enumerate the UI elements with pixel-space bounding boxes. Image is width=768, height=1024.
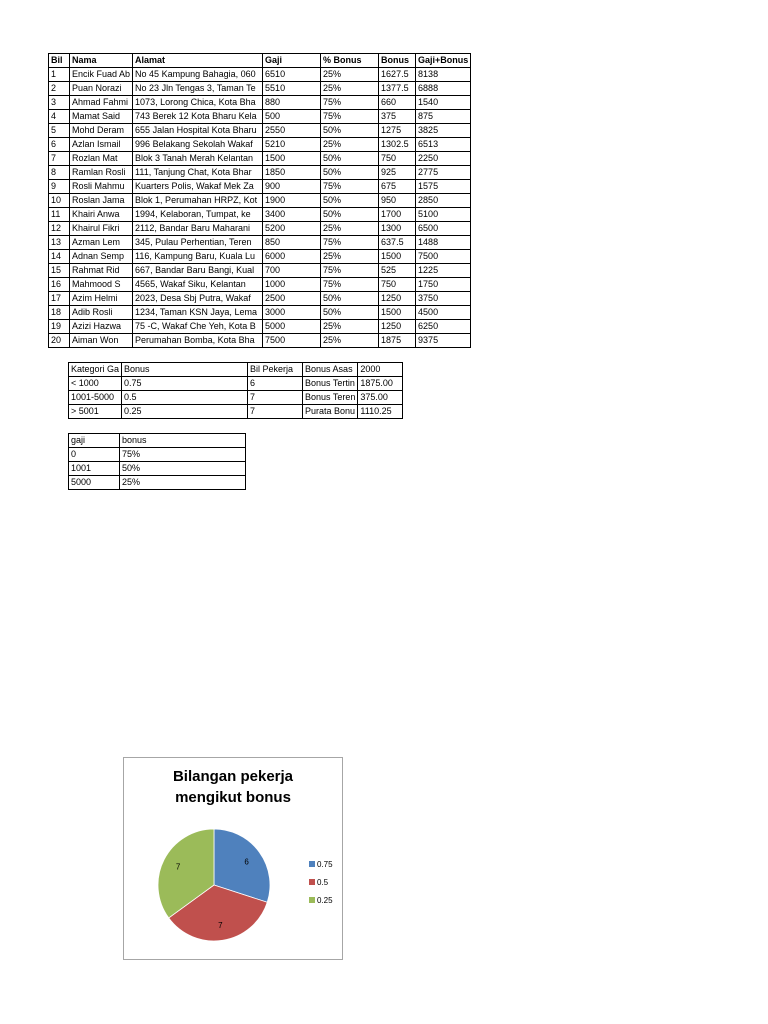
data-label: 6	[244, 857, 249, 867]
table-cell[interactable]: 6888	[416, 82, 471, 96]
table-cell[interactable]: bonus	[120, 434, 246, 448]
table-row	[49, 236, 471, 250]
header-cell[interactable]: Nama	[70, 54, 133, 68]
table-cell[interactable]: 11	[49, 208, 70, 222]
table-cell[interactable]: 700	[263, 264, 321, 278]
legend-swatch	[309, 879, 315, 885]
table-cell[interactable]: 75%	[321, 264, 379, 278]
table-cell[interactable]: Blok 3 Tanah Merah Kelantan	[133, 152, 263, 166]
table-cell[interactable]: 3750	[416, 292, 471, 306]
table-cell[interactable]: gaji	[69, 434, 120, 448]
table-row	[69, 476, 246, 490]
table-cell[interactable]: 6000	[263, 250, 321, 264]
table-cell[interactable]: 116, Kampung Baru, Kuala Lu	[133, 250, 263, 264]
table-row	[49, 194, 471, 208]
table-cell[interactable]: 1	[49, 68, 70, 82]
table-cell[interactable]: 5000	[263, 320, 321, 334]
header-cell[interactable]: Gaji+Bonus	[416, 54, 471, 68]
table-header-row	[69, 434, 246, 448]
table-cell[interactable]: 637.5	[379, 236, 416, 250]
table-cell[interactable]: 2000	[358, 363, 403, 377]
table-cell[interactable]: 750	[379, 278, 416, 292]
table-cell[interactable]: 3400	[263, 208, 321, 222]
table-cell[interactable]: 50%	[321, 152, 379, 166]
table-cell[interactable]: 850	[263, 236, 321, 250]
table-cell[interactable]: 375	[379, 110, 416, 124]
table-cell[interactable]: 25%	[321, 82, 379, 96]
table-cell[interactable]: 8138	[416, 68, 471, 82]
table-cell[interactable]: 6513	[416, 138, 471, 152]
table-cell[interactable]: 660	[379, 96, 416, 110]
table-cell[interactable]: Rosli Mahmu	[70, 180, 133, 194]
table-row	[69, 405, 403, 419]
table-cell[interactable]: 2850	[416, 194, 471, 208]
table-cell[interactable]: Kuarters Polis, Wakaf Mek Za	[133, 180, 263, 194]
table-cell[interactable]: 25%	[120, 476, 246, 490]
table-row	[49, 222, 471, 236]
table-cell[interactable]: 7500	[416, 250, 471, 264]
table-cell[interactable]: 743 Berek 12 Kota Bharu Kela	[133, 110, 263, 124]
table-cell[interactable]: 25%	[321, 320, 379, 334]
legend-label: 0.25	[317, 896, 333, 905]
table-cell[interactable]: 525	[379, 264, 416, 278]
table-cell[interactable]: 7	[248, 391, 303, 405]
table-row	[49, 306, 471, 320]
table-cell[interactable]: < 1000	[69, 377, 122, 391]
table-cell[interactable]: 1875.00	[358, 377, 403, 391]
table-cell[interactable]: Adib Rosli	[70, 306, 133, 320]
table-row	[49, 208, 471, 222]
table-cell[interactable]: No 45 Kampung Bahagia, 060	[133, 68, 263, 82]
table-cell[interactable]: 1700	[379, 208, 416, 222]
pie-chart[interactable]	[123, 757, 343, 960]
employee-table	[48, 53, 471, 348]
table-cell[interactable]: 16	[49, 278, 70, 292]
table-cell[interactable]: 1488	[416, 236, 471, 250]
table-cell[interactable]: 50%	[321, 292, 379, 306]
table-cell[interactable]: 1302.5	[379, 138, 416, 152]
data-label: 7	[218, 920, 223, 930]
table-row	[49, 180, 471, 194]
table-cell[interactable]: 1234, Taman KSN Jaya, Lema	[133, 306, 263, 320]
table-cell[interactable]: 8	[49, 166, 70, 180]
table-cell[interactable]: 75%	[321, 278, 379, 292]
table-cell[interactable]: Khairi Anwa	[70, 208, 133, 222]
table-cell[interactable]: Azman Lem	[70, 236, 133, 250]
header-cell[interactable]: Alamat	[133, 54, 263, 68]
table-cell[interactable]: 0.5	[122, 391, 248, 405]
table-cell[interactable]: Azlan Ismail	[70, 138, 133, 152]
table-cell[interactable]: 675	[379, 180, 416, 194]
table-cell[interactable]: 2250	[416, 152, 471, 166]
table-cell[interactable]: Puan Norazi	[70, 82, 133, 96]
table-cell[interactable]: 2112, Bandar Baru Maharani	[133, 222, 263, 236]
pie-chart-svg	[124, 758, 342, 959]
table-cell[interactable]: 12	[49, 222, 70, 236]
table-cell[interactable]: Bil Pekerja	[248, 363, 303, 377]
table-cell[interactable]: 1540	[416, 96, 471, 110]
table-cell[interactable]: 25%	[321, 222, 379, 236]
table-cell[interactable]: 2	[49, 82, 70, 96]
table-cell[interactable]: 1250	[379, 320, 416, 334]
table-cell[interactable]: Rozlan Mat	[70, 152, 133, 166]
table-cell[interactable]: 925	[379, 166, 416, 180]
chart-title-line-2: mengikut bonus	[175, 789, 291, 806]
table-cell[interactable]: 900	[263, 180, 321, 194]
table-cell[interactable]: 19	[49, 320, 70, 334]
table-cell[interactable]: 50%	[321, 208, 379, 222]
table-cell[interactable]: 75%	[321, 96, 379, 110]
table-cell[interactable]: Azizi Hazwa	[70, 320, 133, 334]
table-cell[interactable]: 667, Bandar Baru Bangi, Kual	[133, 264, 263, 278]
table-header-row	[69, 363, 403, 377]
table-cell[interactable]: Mahmood S	[70, 278, 133, 292]
table-cell[interactable]: Aiman Won	[70, 334, 133, 348]
table-cell[interactable]: 6	[49, 138, 70, 152]
table-cell[interactable]: 10	[49, 194, 70, 208]
header-cell[interactable]: Gaji	[263, 54, 321, 68]
table-cell[interactable]: 1225	[416, 264, 471, 278]
table-cell[interactable]: 9	[49, 180, 70, 194]
table-cell[interactable]: 1250	[379, 292, 416, 306]
table-cell[interactable]: 3	[49, 96, 70, 110]
table-row	[49, 68, 471, 82]
table-cell[interactable]: 15	[49, 264, 70, 278]
kategori-table	[68, 362, 403, 419]
table-cell[interactable]: 2550	[263, 124, 321, 138]
table-row	[49, 292, 471, 306]
table-cell[interactable]: 75 -C, Wakaf Che Yeh, Kota B	[133, 320, 263, 334]
table-cell[interactable]: 111, Tanjung Chat, Kota Bhar	[133, 166, 263, 180]
table-cell[interactable]: 5	[49, 124, 70, 138]
table-row	[69, 462, 246, 476]
table-cell[interactable]: 25%	[321, 68, 379, 82]
table-row	[49, 96, 471, 110]
table-cell[interactable]: 0	[69, 448, 120, 462]
legend-swatch	[309, 861, 315, 867]
table-cell[interactable]: 1073, Lorong Chica, Kota Bha	[133, 96, 263, 110]
table-cell[interactable]: 2500	[263, 292, 321, 306]
table-row	[49, 278, 471, 292]
table-cell[interactable]: 1300	[379, 222, 416, 236]
data-label: 7	[175, 862, 181, 872]
table-row	[69, 448, 246, 462]
table-cell[interactable]: 5000	[69, 476, 120, 490]
table-cell[interactable]: Bonus Tertin	[303, 377, 358, 391]
table-cell[interactable]: 1500	[379, 250, 416, 264]
table-cell[interactable]: Bonus	[122, 363, 248, 377]
table-cell[interactable]: 1377.5	[379, 82, 416, 96]
table-cell[interactable]: Bonus Asas	[303, 363, 358, 377]
table-cell[interactable]: 75%	[321, 180, 379, 194]
table-cell[interactable]: > 5001	[69, 405, 122, 419]
table-row	[49, 334, 471, 348]
table-cell[interactable]: Blok 1, Perumahan HRPZ, Kot	[133, 194, 263, 208]
table-cell[interactable]: Purata Bonu	[303, 405, 358, 419]
table-cell[interactable]: 1001-5000	[69, 391, 122, 405]
table-cell[interactable]: 750	[379, 152, 416, 166]
table-cell[interactable]: 14	[49, 250, 70, 264]
table-row	[49, 250, 471, 264]
table-cell[interactable]: 500	[263, 110, 321, 124]
table-row	[49, 166, 471, 180]
table-cell[interactable]: 2775	[416, 166, 471, 180]
table-cell[interactable]: 25%	[321, 138, 379, 152]
table-cell[interactable]: 1750	[416, 278, 471, 292]
table-cell[interactable]: Roslan Jama	[70, 194, 133, 208]
table-cell[interactable]: 4565, Wakaf Siku, Kelantan	[133, 278, 263, 292]
table-cell[interactable]: 3000	[263, 306, 321, 320]
table-cell[interactable]: 4500	[416, 306, 471, 320]
table-cell[interactable]: 1001	[69, 462, 120, 476]
table-cell[interactable]: 3825	[416, 124, 471, 138]
table-cell[interactable]: 17	[49, 292, 70, 306]
table-row	[49, 110, 471, 124]
table-cell[interactable]: Rahmat Rid	[70, 264, 133, 278]
table-cell[interactable]: 1275	[379, 124, 416, 138]
table-cell[interactable]: Khairul Fikri	[70, 222, 133, 236]
table-row	[49, 264, 471, 278]
table-cell[interactable]: Mohd Deram	[70, 124, 133, 138]
table-cell[interactable]: 50%	[321, 124, 379, 138]
table-cell[interactable]: 75%	[120, 448, 246, 462]
table-cell[interactable]: 1500	[379, 306, 416, 320]
table-cell[interactable]: 5200	[263, 222, 321, 236]
table-cell[interactable]: Kategori Ga	[69, 363, 122, 377]
table-cell[interactable]: Adnan Semp	[70, 250, 133, 264]
table-cell[interactable]: 6500	[416, 222, 471, 236]
table-cell[interactable]: 345, Pulau Perhentian, Teren	[133, 236, 263, 250]
table-cell[interactable]: 1994, Kelaboran, Tumpat, ke	[133, 208, 263, 222]
table-cell[interactable]: 75%	[321, 236, 379, 250]
table-cell[interactable]: 50%	[321, 166, 379, 180]
table-cell[interactable]: 1575	[416, 180, 471, 194]
header-cell[interactable]: Bonus	[379, 54, 416, 68]
table-cell[interactable]: 375.00	[358, 391, 403, 405]
table-cell[interactable]: 7500	[263, 334, 321, 348]
table-cell[interactable]: 0.25	[122, 405, 248, 419]
table-cell[interactable]: 1500	[263, 152, 321, 166]
table-cell[interactable]: 6510	[263, 68, 321, 82]
table-cell[interactable]: 1875	[379, 334, 416, 348]
table-row	[49, 82, 471, 96]
table-cell[interactable]: 5510	[263, 82, 321, 96]
table-cell[interactable]: 50%	[321, 194, 379, 208]
table-cell[interactable]: 1110.25	[358, 405, 403, 419]
legend-swatch	[309, 897, 315, 903]
table-cell[interactable]: 13	[49, 236, 70, 250]
table-row	[49, 138, 471, 152]
table-cell[interactable]: Azim Helmi	[70, 292, 133, 306]
table-cell[interactable]: 2023, Desa Sbj Putra, Wakaf	[133, 292, 263, 306]
table-cell[interactable]: 880	[263, 96, 321, 110]
table-cell[interactable]: 25%	[321, 334, 379, 348]
table-cell[interactable]: 50%	[120, 462, 246, 476]
table-cell[interactable]: 7	[49, 152, 70, 166]
table-cell[interactable]: 1000	[263, 278, 321, 292]
table-row	[69, 377, 403, 391]
table-cell[interactable]: 7	[248, 405, 303, 419]
table-cell[interactable]: 25%	[321, 250, 379, 264]
chart-title-line-1: Bilangan pekerja	[172, 768, 294, 785]
table-cell[interactable]: 75%	[321, 110, 379, 124]
table-cell[interactable]: 50%	[321, 306, 379, 320]
table-row	[49, 124, 471, 138]
table-cell[interactable]: No 23 Jln Tengas 3, Taman Te	[133, 82, 263, 96]
table-cell[interactable]: 996 Belakang Sekolah Wakaf	[133, 138, 263, 152]
header-cell[interactable]: Bil	[49, 54, 70, 68]
table-cell[interactable]: 9375	[416, 334, 471, 348]
table-header-row	[49, 54, 471, 68]
table-cell[interactable]: 1900	[263, 194, 321, 208]
table-row	[69, 391, 403, 405]
table-cell[interactable]: Bonus Teren	[303, 391, 358, 405]
table-cell[interactable]: 4	[49, 110, 70, 124]
table-cell[interactable]: 6	[248, 377, 303, 391]
table-cell[interactable]: 5210	[263, 138, 321, 152]
table-cell[interactable]: 20	[49, 334, 70, 348]
table-cell[interactable]: Perumahan Bomba, Kota Bha	[133, 334, 263, 348]
table-cell[interactable]: Ramlan Rosli	[70, 166, 133, 180]
legend-label: 0.75	[317, 860, 333, 869]
bonus-lookup-table	[68, 433, 246, 490]
table-row	[49, 152, 471, 166]
table-cell[interactable]: 5100	[416, 208, 471, 222]
table-cell[interactable]: Mamat Said	[70, 110, 133, 124]
table-cell[interactable]: Encik Fuad Ab	[70, 68, 133, 82]
table-cell[interactable]: 1627.5	[379, 68, 416, 82]
legend-label: 0.5	[317, 878, 329, 887]
table-cell[interactable]: 0.75	[122, 377, 248, 391]
table-cell[interactable]: Ahmad Fahmi	[70, 96, 133, 110]
table-cell[interactable]: 1850	[263, 166, 321, 180]
table-cell[interactable]: 655 Jalan Hospital Kota Bharu	[133, 124, 263, 138]
table-cell[interactable]: 950	[379, 194, 416, 208]
table-row	[49, 320, 471, 334]
table-cell[interactable]: 875	[416, 110, 471, 124]
table-cell[interactable]: 18	[49, 306, 70, 320]
header-cell[interactable]: % Bonus	[321, 54, 379, 68]
table-cell[interactable]: 6250	[416, 320, 471, 334]
